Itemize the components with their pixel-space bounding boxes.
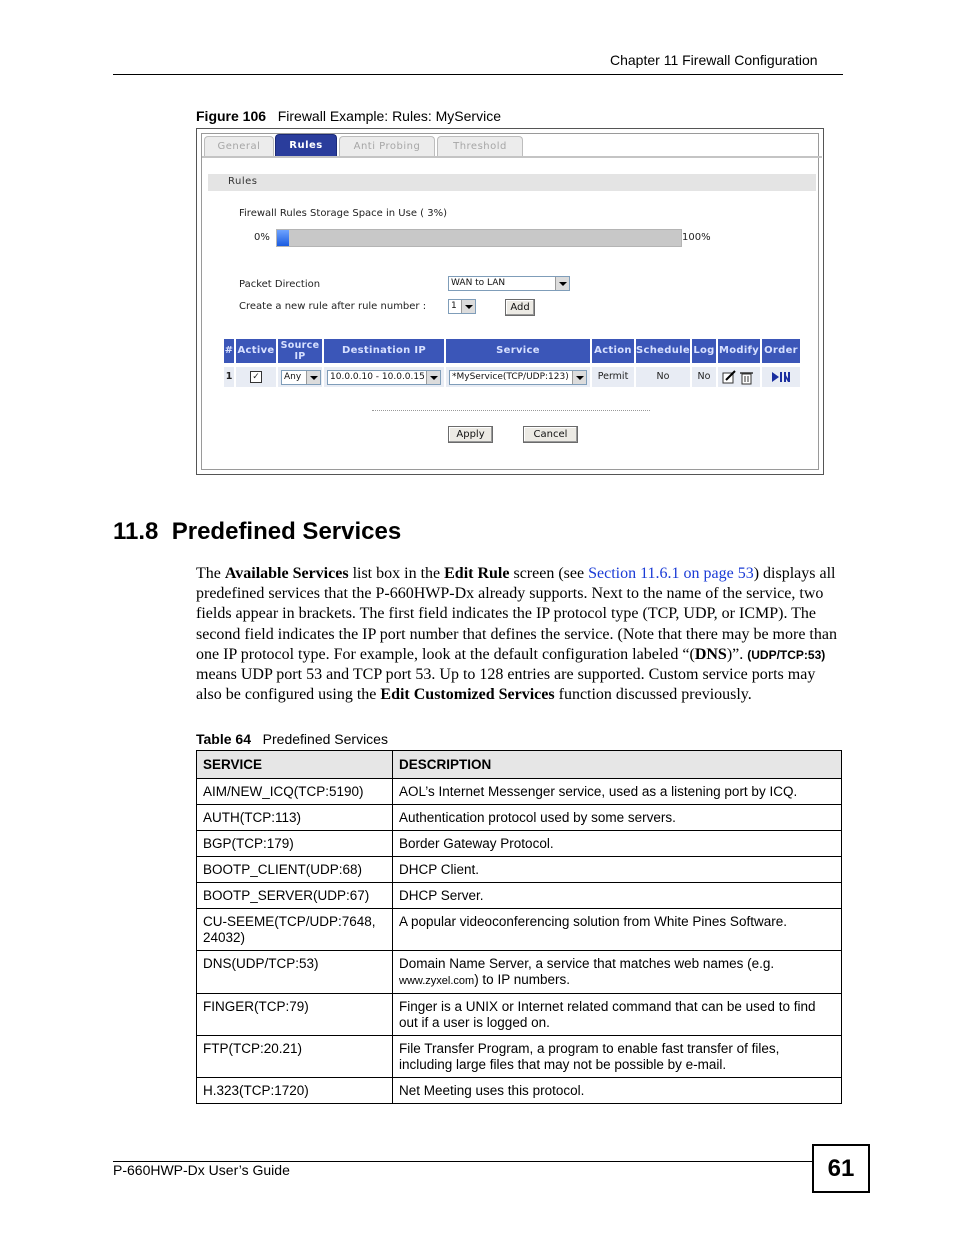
section-number: 11.8 xyxy=(113,518,159,545)
table-row xyxy=(197,831,842,857)
section-title: Predefined Services xyxy=(171,518,402,545)
packet-direction-value: WAN to LAN xyxy=(451,278,506,288)
figure-label: Figure 106 xyxy=(196,108,267,124)
col-action: Action xyxy=(592,339,636,363)
rule-number-value: 1 xyxy=(451,301,457,311)
modify-cell xyxy=(718,367,762,387)
service-cell: DNS(UDP/TCP:53) xyxy=(197,951,393,994)
description-cell: DHCP Server. xyxy=(393,883,842,909)
service-cell: FTP(TCP:20.21) xyxy=(197,1036,393,1078)
header-description: DESCRIPTION xyxy=(393,751,842,779)
bold-term: Available Services xyxy=(224,565,349,582)
text: The xyxy=(196,565,225,582)
chevron-down-icon xyxy=(426,371,440,384)
col-active: Active xyxy=(236,339,278,363)
dns-example: www.zyxel.com xyxy=(399,975,475,987)
tab-threshold[interactable]: Threshold xyxy=(437,136,523,157)
header-rule xyxy=(113,74,843,75)
rules-panel xyxy=(201,133,819,470)
divider xyxy=(372,410,650,411)
table-label: Table 64 xyxy=(196,731,251,747)
section-heading xyxy=(113,518,401,546)
destination-cell xyxy=(324,367,446,387)
col-number: # xyxy=(224,339,236,363)
chapter-header: Chapter 11 Firewall Configuration xyxy=(610,52,818,68)
storage-progress-bar xyxy=(276,229,682,247)
service-cell xyxy=(446,367,592,387)
col-log: Log xyxy=(692,339,718,363)
header-service: SERVICE xyxy=(197,751,393,779)
rule-number-select[interactable] xyxy=(448,299,476,314)
guide-title: P-660HWP-Dx User’s Guide xyxy=(113,1162,290,1178)
text: )”. xyxy=(726,645,748,663)
body-paragraph xyxy=(196,564,844,705)
table-row xyxy=(197,805,842,831)
service-cell: AIM/NEW_ICQ(TCP:5190) xyxy=(197,779,393,805)
chevron-down-icon xyxy=(572,371,586,384)
create-rule-label: Create a new rule after rule number : xyxy=(239,301,427,312)
source-ip-select[interactable] xyxy=(281,370,321,385)
service-select[interactable] xyxy=(449,370,587,385)
table-caption xyxy=(196,731,388,747)
bar-min-label: 0% xyxy=(254,232,270,243)
description-cell: Finger is a UNIX or Internet related command that can be used to find out if a user is logged on. xyxy=(393,994,842,1036)
bar-max-label: 100% xyxy=(682,232,711,243)
table-row xyxy=(197,779,842,805)
description-text: Domain Name Server, a service that matches web names (e.g. xyxy=(399,956,775,971)
description-text: ) to IP numbers. xyxy=(474,972,570,987)
move-order-icon[interactable] xyxy=(771,371,791,383)
packet-direction-select[interactable] xyxy=(448,276,570,291)
service-cell: H.323(TCP:1720) xyxy=(197,1078,393,1104)
modify-icons xyxy=(721,369,757,385)
add-button[interactable]: Add xyxy=(505,299,535,316)
chevron-down-icon xyxy=(461,300,475,313)
log-cell: No xyxy=(692,367,718,387)
table-title: Predefined Services xyxy=(262,731,388,747)
description-cell: Authentication protocol used by some servers. xyxy=(393,805,842,831)
storage-label: Firewall Rules Storage Space in Use ( 3%) xyxy=(239,208,448,219)
service-value: *MyService(TCP/UDP:123) xyxy=(452,372,569,382)
page-number: 61 xyxy=(812,1144,870,1193)
text: screen (see xyxy=(509,565,589,582)
col-source-ip: Source IP xyxy=(278,339,324,363)
figure-caption xyxy=(196,108,501,124)
edit-icon[interactable] xyxy=(723,371,735,383)
tab-underline xyxy=(202,156,822,158)
description-cell: AOL’s Internet Messenger service, used as a listening port by ICQ. xyxy=(393,779,842,805)
table-row xyxy=(197,883,842,909)
destination-ip-select[interactable] xyxy=(327,370,441,385)
service-cell: BGP(TCP:179) xyxy=(197,831,393,857)
bold-term: Edit Rule xyxy=(444,565,510,582)
description-cell: A popular videoconferencing solution from White Pines Software. xyxy=(393,909,842,951)
schedule-cell: No xyxy=(636,367,692,387)
service-cell: BOOTP_CLIENT(UDP:68) xyxy=(197,857,393,883)
text: ) displays all predefined services that the P-660HWP-Dx already supports. Next to the name of the service, two fields appear in brackets. The first field indicates the IP protocol type (TCP, UDP, or ICMP). The second field indicates the IP port number that defines the service. (Note that there may be more than one IP protocol type. For example, look at the default configuration labeled “( xyxy=(196,565,837,663)
description-cell xyxy=(393,951,842,994)
chevron-down-icon xyxy=(555,277,569,290)
table-row xyxy=(197,909,842,951)
rules-section-title: Rules xyxy=(228,176,258,187)
table-row xyxy=(197,1036,842,1078)
tab-general[interactable]: General xyxy=(204,136,274,157)
action-cell: Permit xyxy=(592,367,636,387)
service-cell: BOOTP_SERVER(UDP:67) xyxy=(197,883,393,909)
bold-term: DNS xyxy=(694,645,727,663)
predefined-services-table xyxy=(196,750,842,1104)
col-schedule: Schedule xyxy=(636,339,692,363)
active-checkbox[interactable]: ✓ xyxy=(250,371,262,383)
service-cell: FINGER(TCP:79) xyxy=(197,994,393,1036)
col-modify: Modify xyxy=(718,339,762,363)
source-ip-value: Any xyxy=(284,372,302,382)
description-cell: Net Meeting uses this protocol. xyxy=(393,1078,842,1104)
description-cell: DHCP Client. xyxy=(393,857,842,883)
chevron-down-icon xyxy=(306,371,320,384)
tab-anti-probing[interactable]: Anti Probing xyxy=(339,136,435,157)
table-row xyxy=(197,857,842,883)
table-row xyxy=(197,1078,842,1104)
table-row xyxy=(197,994,842,1036)
rules-section-bar xyxy=(208,174,816,191)
firewall-rules-screenshot xyxy=(196,128,824,475)
packet-direction-label: Packet Direction xyxy=(239,279,321,290)
source-cell xyxy=(278,367,324,387)
code-term: (UDP/TCP:53) xyxy=(747,647,826,662)
text: function discussed previously. xyxy=(554,686,752,704)
table-header-row xyxy=(197,751,842,779)
text: list box in the xyxy=(348,565,445,582)
service-cell: AUTH(TCP:113) xyxy=(197,805,393,831)
service-cell: CU-SEEME(TCP/UDP:7648, 24032) xyxy=(197,909,393,951)
active-cell xyxy=(236,367,278,387)
cancel-button[interactable]: Cancel xyxy=(523,426,578,443)
bold-term: Edit Customized Services xyxy=(380,686,555,704)
description-cell: Border Gateway Protocol. xyxy=(393,831,842,857)
col-service: Service xyxy=(446,339,592,363)
tab-bar xyxy=(202,134,822,156)
destination-ip-value: 10.0.0.10 - 10.0.0.15 xyxy=(330,372,425,382)
apply-button[interactable]: Apply xyxy=(448,426,493,443)
table-row xyxy=(197,951,842,994)
order-cell xyxy=(762,367,802,387)
section-link[interactable]: Section 11.6.1 on page 53 xyxy=(588,565,754,582)
col-order: Order xyxy=(762,339,802,363)
col-destination-ip: Destination IP xyxy=(324,339,446,363)
rules-table xyxy=(224,339,804,391)
figure-title: Firewall Example: Rules: MyService xyxy=(277,108,501,124)
storage-progress-fill xyxy=(277,230,289,246)
description-cell: File Transfer Program, a program to enable fast transfer of files, including large files that may not be possible by e-mail. xyxy=(393,1036,842,1078)
text: means UDP port 53 and TCP port 53. Up to 128 entries are supported. Custom service ports may also be configured using the xyxy=(196,666,816,704)
trash-icon[interactable] xyxy=(740,373,753,384)
row-number: 1 xyxy=(224,367,236,387)
tab-rules[interactable]: Rules xyxy=(275,134,337,157)
